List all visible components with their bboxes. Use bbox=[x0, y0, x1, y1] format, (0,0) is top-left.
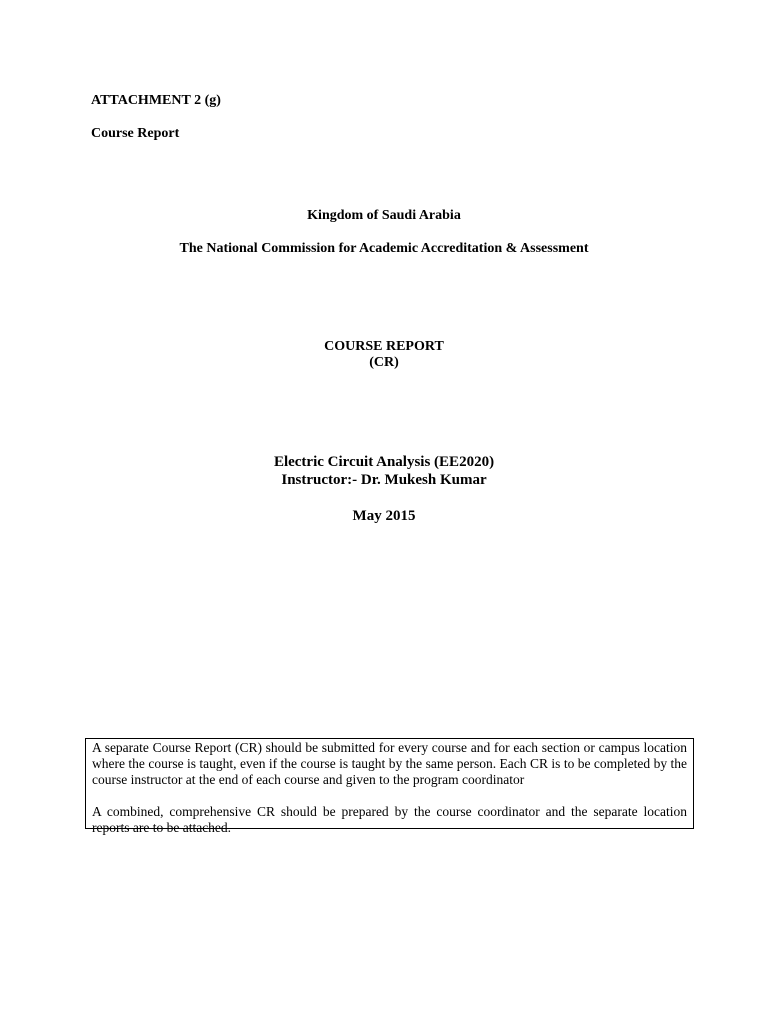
notice-box bbox=[85, 738, 694, 835]
attachment-label: ATTACHMENT 2 (g) bbox=[91, 93, 221, 108]
instructor-name: Instructor:- Dr. Mukesh Kumar bbox=[281, 472, 487, 488]
report-abbreviation: (CR) bbox=[369, 355, 399, 370]
notice-paragraph-2: A combined, comprehensive CR should be prepared by the course coordinator and the separate location reports are to be attached. bbox=[92, 804, 687, 835]
report-date: May 2015 bbox=[352, 508, 416, 524]
country-name: Kingdom of Saudi Arabia bbox=[307, 208, 461, 223]
document-subtitle: Course Report bbox=[91, 126, 180, 141]
notice-paragraph-1: A separate Course Report (CR) should be submitted for every course and for each section or campus location where the course is taught, even if the course is taught by the same person. Each CR is to be completed by the course instructor at the end of each course and given to the program coordinator bbox=[92, 740, 687, 787]
commission-name: The National Commission for Academic Accreditation & Assessment bbox=[179, 241, 589, 256]
course-name: Electric Circuit Analysis (EE2020) bbox=[273, 454, 495, 470]
report-title: COURSE REPORT bbox=[324, 339, 444, 354]
